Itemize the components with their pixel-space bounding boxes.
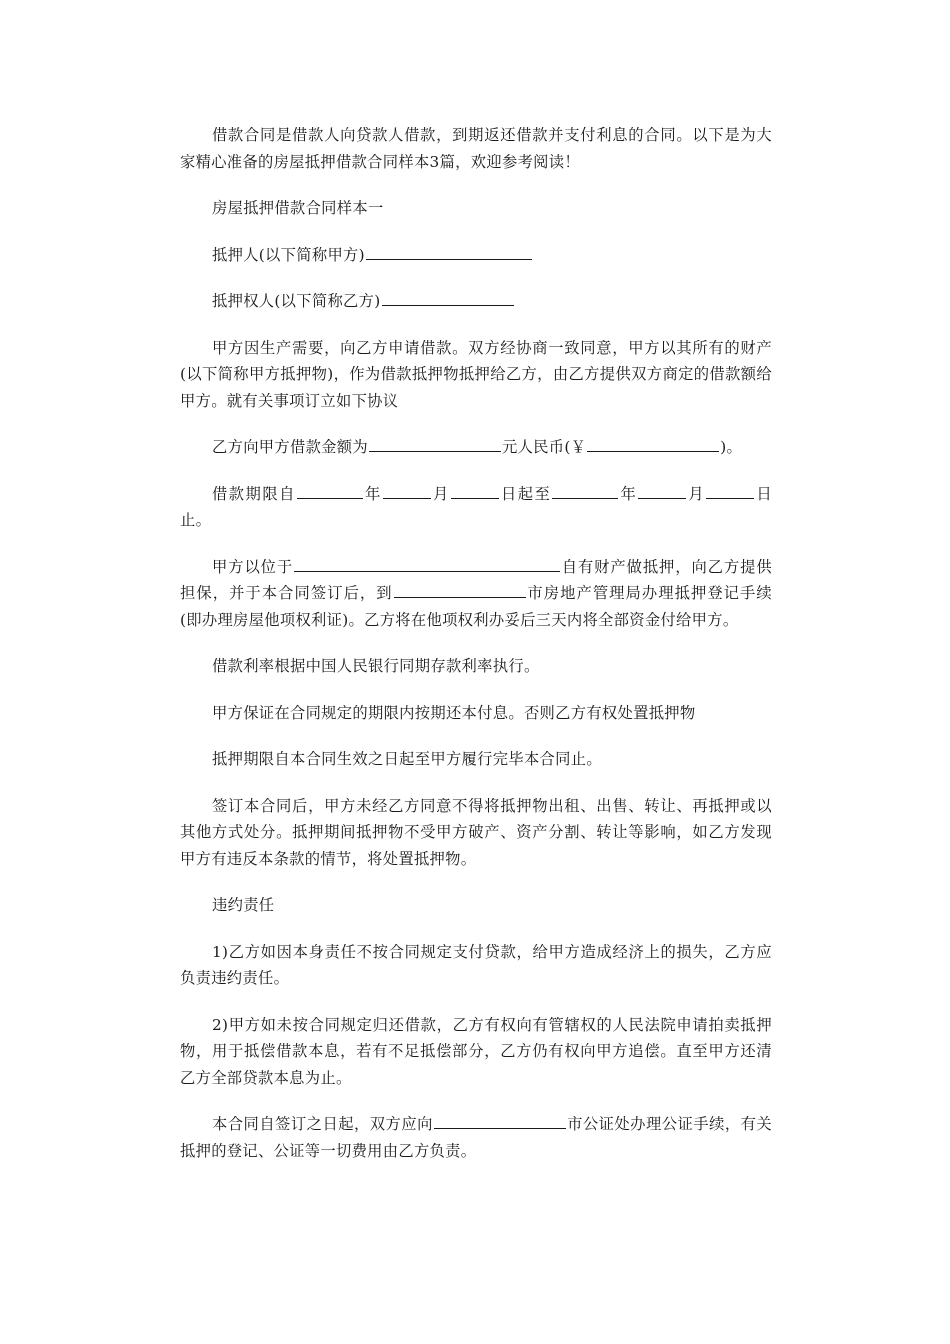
term-label: 借款期限自 <box>212 484 296 503</box>
amount-currency-label: 元人民币(￥ <box>501 438 587 456</box>
party-b-line <box>180 288 772 315</box>
term-month2-label: 月 <box>687 484 706 503</box>
background-paragraph: 甲方因生产需要，向乙方申请借款。双方经协商一致同意，甲方以其所有的财产(以下简称甲方抵押物)，作为借款抵押物抵押给乙方，由乙方提供双方商定的借款额给甲方。就有关事项订立如下协议 <box>180 338 772 410</box>
party-a-label: 抵押人(以下简称甲方) <box>212 245 365 264</box>
term-end-month-blank[interactable] <box>638 481 686 499</box>
amount-line <box>180 434 772 461</box>
restriction-paragraph: 签订本合同后，甲方未经乙方同意不得将抵押物出租、出售、转让、再抵押或以其他方式处分。抵押期间抵押物不受甲方破产、资产分割、转让等影响，如乙方发现甲方有违反本条款的情节，将处置抵押物。 <box>180 796 772 868</box>
collateral-text: 自有财产做抵押，向乙方提供担保，并于本合同签订后，到 <box>180 557 772 602</box>
term-line <box>180 481 772 534</box>
notary-text: 市公证处办理公证手续，有关抵押的登记、公证等一切费用由乙方负责。 <box>180 1115 772 1160</box>
term-end-year-blank[interactable] <box>552 481 618 499</box>
notary-city-blank[interactable] <box>434 1111 566 1129</box>
liability-item-2: 2)甲方如未按合同规定归还借款，乙方有权向有管辖权的人民法院申请拍卖抵押物，用于抵偿借款本息，若有不足抵偿部分，乙方仍有权向甲方追偿。直至甲方还清乙方全部贷款本息为止。 <box>180 1015 772 1087</box>
party-b-label: 抵押权人(以下简称乙方) <box>212 292 381 310</box>
collateral-location-blank[interactable] <box>294 554 560 572</box>
term-year-label: 年 <box>363 484 382 503</box>
party-a-line <box>180 242 772 269</box>
collateral-label: 甲方以位于 <box>212 557 294 576</box>
guarantee-paragraph: 甲方保证在合同规定的期限内按期还本付息。否则乙方有权处置抵押物 <box>212 703 696 722</box>
party-a-blank[interactable] <box>366 242 532 260</box>
liability-item-1: 1)乙方如因本身责任不按合同规定支付贷款，给甲方造成经济上的损失，乙方应负责违约责任。 <box>180 942 772 987</box>
amount-label: 乙方向甲方借款金额为 <box>212 438 368 456</box>
term-start-year-blank[interactable] <box>297 481 363 499</box>
term-year2-label: 年 <box>619 484 638 503</box>
liability-title: 违约责任 <box>212 896 275 914</box>
amount-figures-blank[interactable] <box>587 434 719 452</box>
term-day-from-label: 日起至 <box>499 484 552 503</box>
section-title: 房屋抵押借款合同样本一 <box>212 199 384 217</box>
collateral-city-blank[interactable] <box>394 580 526 598</box>
term-start-month-blank[interactable] <box>383 481 431 499</box>
term-month-label: 月 <box>431 484 450 503</box>
collateral-paragraph <box>180 554 772 634</box>
amount-close: )。 <box>720 438 743 456</box>
term-end-day-blank[interactable] <box>706 481 754 499</box>
intro-paragraph: 借款合同是借款人向贷款人借款，到期返还借款并支付利息的合同。以下是为大家精心准备的房屋抵押借款合同样本3篇，欢迎参考阅读！ <box>180 126 772 171</box>
interest-paragraph: 借款利率根据中国人民银行同期存款利率执行。 <box>212 657 540 675</box>
document-body <box>180 122 772 1184</box>
collateral-text-2: 市房地产管理局办理抵押登记手续(即办理房屋他项权利证)。乙方将在他项权利办妥后三天内将全部资金付给甲方。 <box>180 584 772 629</box>
term-start-day-blank[interactable] <box>451 481 499 499</box>
notary-paragraph <box>180 1111 772 1164</box>
period-paragraph: 抵押期限自本合同生效之日起至甲方履行完毕本合同止。 <box>212 750 602 768</box>
term-end-label: 日止。 <box>180 484 772 529</box>
amount-words-blank[interactable] <box>369 434 501 452</box>
party-b-blank[interactable] <box>382 288 514 306</box>
notary-label: 本合同自签订之日起，双方应向 <box>212 1115 433 1133</box>
